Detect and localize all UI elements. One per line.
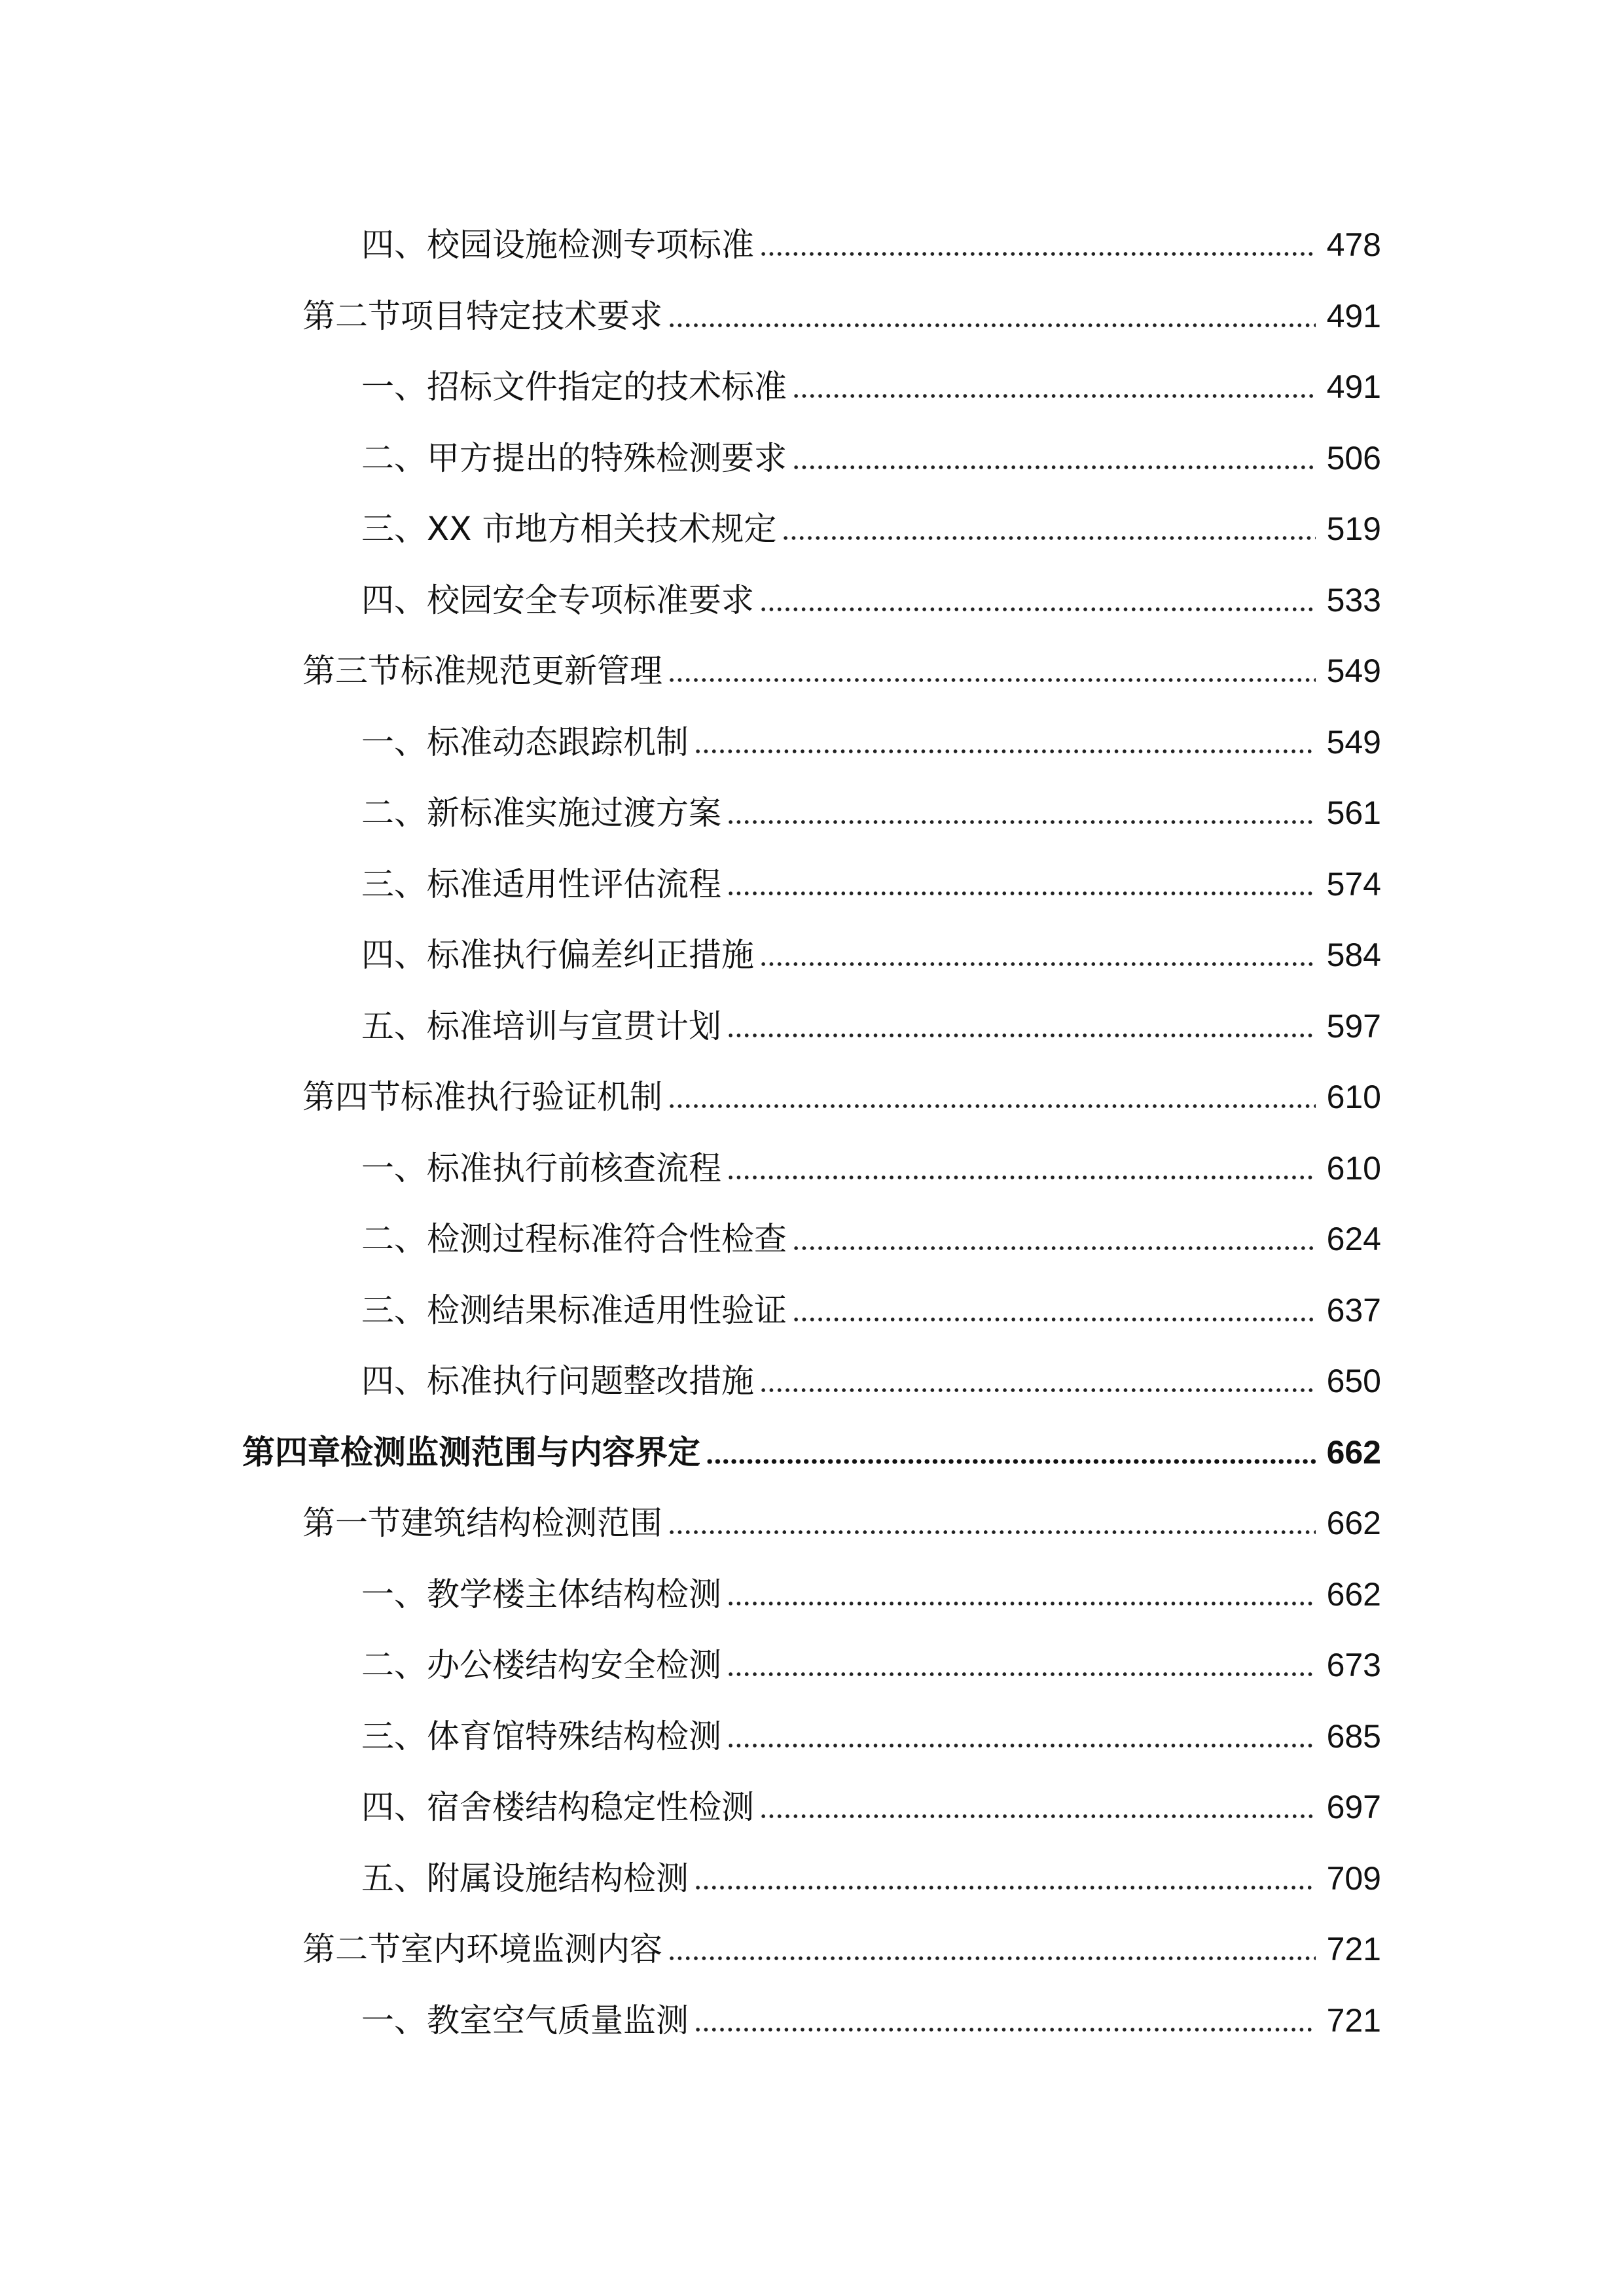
dot-leader: [668, 675, 1316, 685]
toc-entry-page-number: 697: [1326, 1789, 1381, 1826]
toc-entry-title: 一、教学楼主体结构检测: [361, 1575, 721, 1613]
toc-entry-item[interactable]: [242, 778, 1381, 849]
toc-entry-title: 第二节室内环境监测内容: [302, 1930, 662, 1969]
toc-entry-page-number: 650: [1326, 1363, 1381, 1400]
dot-leader: [759, 249, 1316, 259]
dot-leader: [727, 1599, 1316, 1608]
toc-entry-item[interactable]: [242, 423, 1381, 494]
toc-entry-page-number: 584: [1326, 937, 1381, 974]
toc-entry-page-number: 662: [1326, 1505, 1381, 1542]
dot-leader: [759, 605, 1316, 614]
toc-entry-title: 第一节建筑结构检测范围: [302, 1504, 662, 1543]
toc-entry-title: 二、检测过程标准符合性检查: [361, 1220, 787, 1259]
toc-entry-page-number: 491: [1326, 368, 1381, 406]
toc-entry-title: 四、校园安全专项标准要求: [361, 581, 754, 619]
toc-entry-chapter[interactable]: [242, 1417, 1381, 1488]
toc-entry-page-number: 721: [1326, 1931, 1381, 1968]
dot-leader: [792, 1244, 1316, 1253]
toc-entry-title: 二、办公楼结构安全检测: [361, 1646, 721, 1685]
toc-entry-page-number: 506: [1326, 439, 1381, 476]
toc-entry-item[interactable]: [242, 1630, 1381, 1701]
toc-entry-item[interactable]: [242, 209, 1381, 281]
toc-entry-title: 第二节项目特定技术要求: [302, 296, 662, 335]
toc-entry-item[interactable]: [242, 1559, 1381, 1630]
dot-leader: [759, 1386, 1316, 1395]
toc-entry-section[interactable]: [242, 1488, 1381, 1559]
dot-leader: [668, 1954, 1316, 1963]
toc-entry-title: 五、标准培训与宣贯计划: [361, 1007, 721, 1045]
dot-leader: [727, 1173, 1316, 1182]
toc-entry-page-number: 491: [1326, 297, 1381, 334]
toc-entry-title: 一、招标文件指定的技术标准: [361, 368, 787, 406]
toc-entry-title: 五、附属设施结构检测: [361, 1859, 689, 1897]
dot-leader: [792, 1315, 1316, 1324]
toc-entry-page-number: 709: [1326, 1859, 1381, 1897]
toc-entry-title: 第三节标准规范更新管理: [302, 652, 662, 691]
toc-entry-title: 三、体育馆特殊结构检测: [361, 1717, 721, 1755]
toc-entry-page-number: 561: [1326, 795, 1381, 832]
toc-entry-title: 三、检测结果标准适用性验证: [361, 1291, 787, 1329]
toc-entry-page-number: 549: [1326, 723, 1381, 761]
toc-entry-item[interactable]: [242, 707, 1381, 778]
dot-leader: [792, 463, 1316, 472]
toc-entry-section[interactable]: [242, 1914, 1381, 1985]
toc-entry-item[interactable]: [242, 565, 1381, 636]
dot-leader: [727, 817, 1316, 827]
toc-entry-title: 第四章检测监测范围与内容界定: [242, 1433, 700, 1471]
dot-leader: [694, 747, 1316, 756]
toc-entry-title: 三、标准适用性评估流程: [361, 865, 721, 903]
toc-entry-item[interactable]: [242, 1701, 1381, 1772]
toc-entry-page-number: 533: [1326, 581, 1381, 619]
toc-entry-title: 一、标准执行前核查流程: [361, 1149, 721, 1187]
dot-leader: [782, 533, 1316, 543]
toc-entry-page-number: 519: [1326, 511, 1381, 548]
toc-entry-page-number: 662: [1326, 1575, 1381, 1613]
dot-leader: [694, 2025, 1316, 2034]
dot-leader: [727, 889, 1316, 898]
dot-leader: [727, 1741, 1316, 1750]
toc-entry-title: 三、XX 市地方相关技术规定: [361, 510, 777, 548]
toc-entry-section[interactable]: [242, 1062, 1381, 1133]
toc-entry-title: 四、标准执行问题整改措施: [361, 1362, 754, 1401]
dot-leader: [727, 1670, 1316, 1679]
dot-leader: [706, 1457, 1316, 1466]
toc-entry-title: 第四节标准执行验证机制: [302, 1078, 662, 1117]
table-of-contents: [242, 209, 1381, 2056]
toc-entry-page-number: 721: [1326, 2001, 1381, 2039]
toc-entry-item[interactable]: [242, 1133, 1381, 1204]
toc-entry-page-number: 673: [1326, 1647, 1381, 1684]
toc-entry-item[interactable]: [242, 991, 1381, 1062]
toc-entry-page-number: 637: [1326, 1291, 1381, 1329]
toc-entry-item[interactable]: [242, 1275, 1381, 1346]
toc-entry-item[interactable]: [242, 351, 1381, 423]
toc-entry-title: 一、教室空气质量监测: [361, 2001, 689, 2039]
toc-entry-page-number: 610: [1326, 1149, 1381, 1187]
dot-leader: [727, 1031, 1316, 1040]
toc-entry-title: 二、新标准实施过渡方案: [361, 794, 721, 833]
toc-entry-item[interactable]: [242, 920, 1381, 991]
toc-entry-item[interactable]: [242, 1346, 1381, 1417]
toc-entry-section[interactable]: [242, 281, 1381, 352]
toc-entry-page-number: 574: [1326, 865, 1381, 903]
toc-entry-page-number: 610: [1326, 1079, 1381, 1116]
dot-leader: [668, 1102, 1316, 1111]
toc-entry-item[interactable]: [242, 1985, 1381, 2056]
toc-entry-title: 四、标准执行偏差纠正措施: [361, 936, 754, 975]
toc-entry-title: 一、标准动态跟踪机制: [361, 723, 689, 761]
dot-leader: [792, 391, 1316, 401]
toc-entry-item[interactable]: [242, 493, 1381, 565]
toc-entry-item[interactable]: [242, 1772, 1381, 1843]
dot-leader: [668, 321, 1316, 330]
toc-entry-item[interactable]: [242, 1843, 1381, 1914]
toc-entry-title: 二、甲方提出的特殊检测要求: [361, 439, 787, 477]
dot-leader: [668, 1528, 1316, 1537]
dot-leader: [759, 960, 1316, 969]
toc-entry-page-number: 624: [1326, 1221, 1381, 1258]
dot-leader: [694, 1883, 1316, 1892]
toc-entry-page-number: 478: [1326, 226, 1381, 264]
toc-entry-page-number: 685: [1326, 1717, 1381, 1755]
toc-entry-page-number: 597: [1326, 1007, 1381, 1045]
dot-leader: [759, 1812, 1316, 1821]
toc-entry-title: 四、宿舍楼结构稳定性检测: [361, 1788, 754, 1827]
toc-entry-item[interactable]: [242, 1204, 1381, 1275]
toc-entry-page-number: 662: [1326, 1433, 1381, 1471]
toc-entry-page-number: 549: [1326, 653, 1381, 690]
toc-entry-item[interactable]: [242, 849, 1381, 920]
toc-entry-section[interactable]: [242, 636, 1381, 707]
toc-entry-title: 四、校园设施检测专项标准: [361, 226, 754, 264]
